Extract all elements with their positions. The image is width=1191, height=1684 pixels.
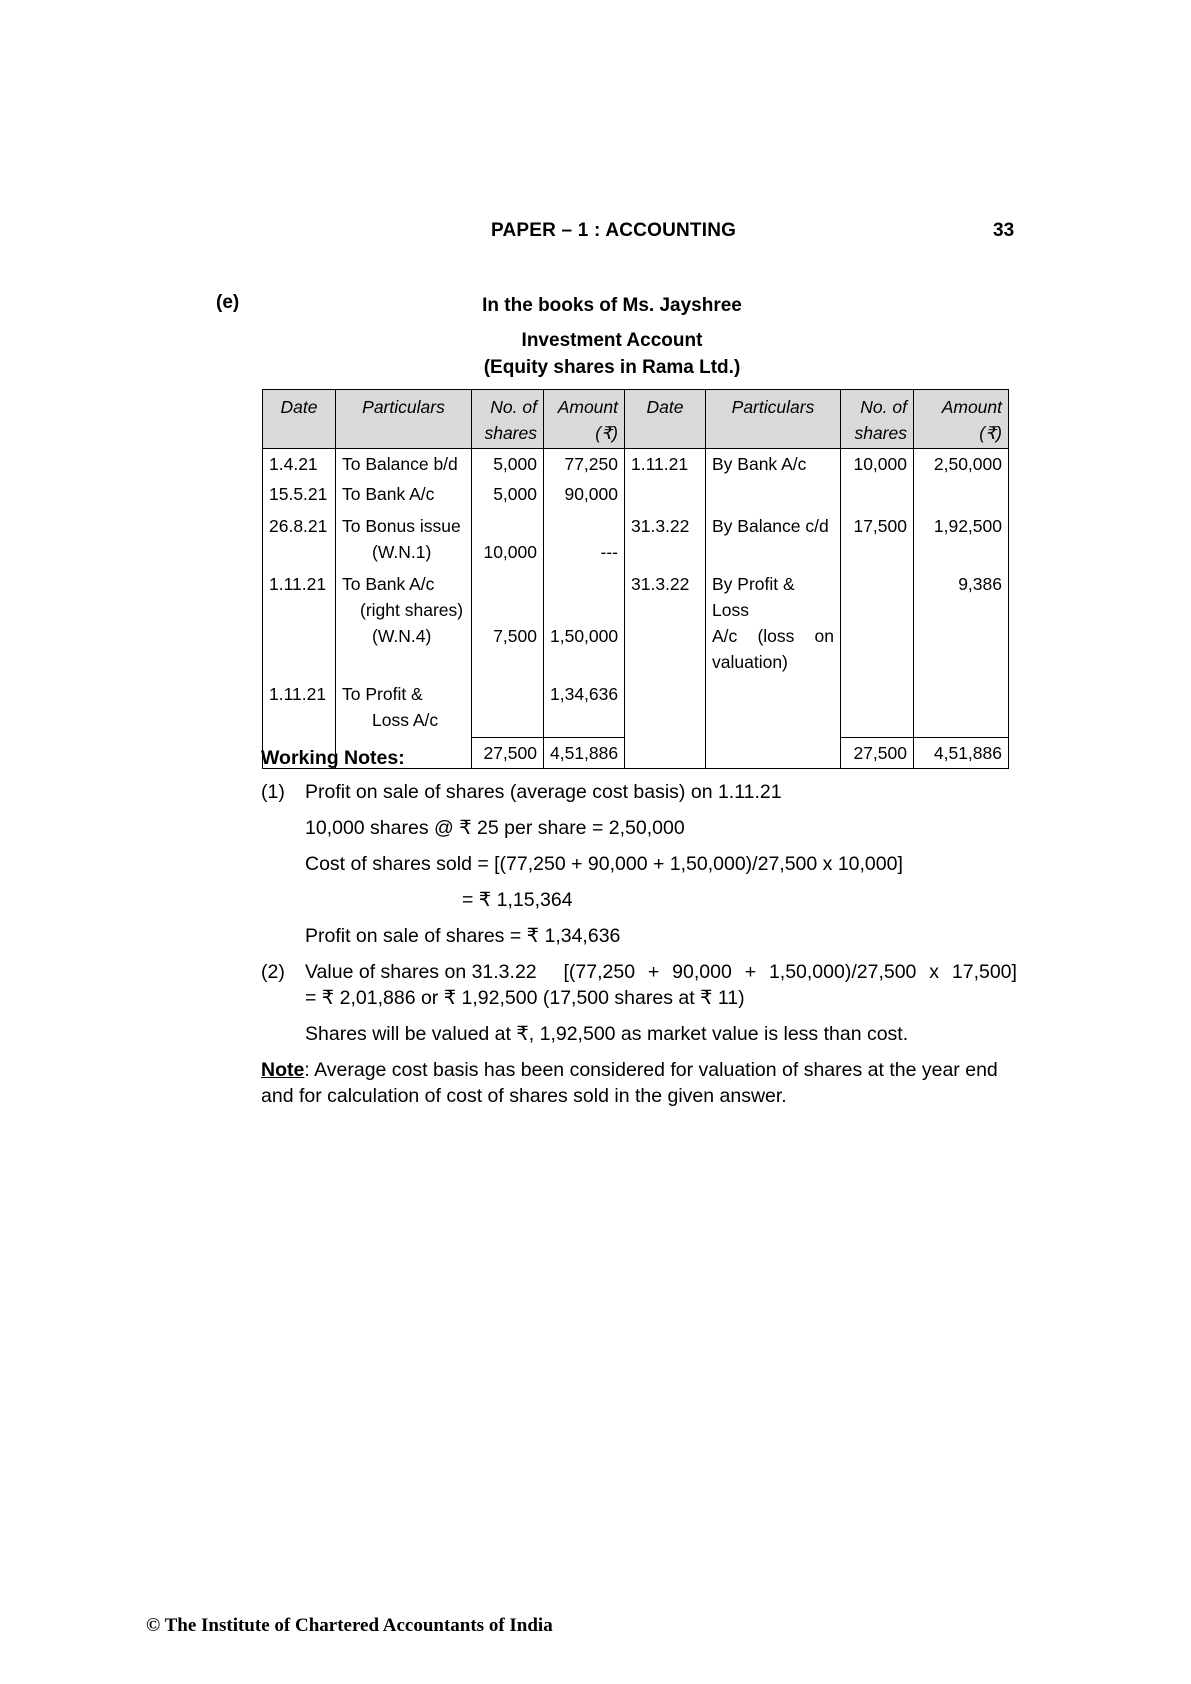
- header-date-cr: Date: [625, 390, 706, 449]
- total-amount-dr: 4,51,886: [544, 737, 625, 768]
- header-shares-dr: No. of shares: [472, 390, 544, 449]
- page-title: PAPER – 1 : ACCOUNTING: [491, 220, 737, 241]
- part-label: (e): [216, 292, 240, 313]
- table-row: 1.11.21 To Bank A/c (right shares) (W.N.4) 7,500 1,50,000 31.3.22 By Profit & Loss A/c (loss on valuation) 9,386: [263, 567, 1009, 677]
- note-paragraph: Note: Average cost basis has been considered for valuation of shares at the year end and for calculation of cost of shares sold in the given answer.: [261, 1059, 998, 1107]
- page-number: 33: [993, 220, 1015, 241]
- account-title: Investment Account: [521, 330, 703, 351]
- header-amount-dr: Amount (₹): [544, 390, 625, 449]
- header-amount-cr: Amount (₹): [914, 390, 1009, 449]
- total-amount-cr: 4,51,886: [914, 737, 1009, 768]
- working-note-1: (1) Profit on sale of shares (average cost basis) on 1.11.21 10,000 shares @ ₹ 25 per share = 2,50,000 Cost of shares sold = [(77,250 + 90,000 + 1,50,000)/27,500 x 10,000] = ₹ 1,15,364 Profit on sale of shares = ₹ 1,34,636: [261, 781, 903, 947]
- account-titles: [262, 292, 962, 381]
- working-notes-heading: Working Notes:: [261, 747, 405, 769]
- header-date-dr: Date: [263, 390, 336, 449]
- table-header-row: [263, 390, 1009, 449]
- working-notes: [261, 745, 1017, 1109]
- account-subtitle: (Equity shares in Rama Ltd.): [483, 357, 741, 378]
- total-shares-dr: 27,500: [472, 737, 544, 768]
- working-note-2: (2) Value of shares on 31.3.22 [(77,250 + 90,000 + 1,50,000)/27,500 x 17,500] = ₹ 2,01,886 or ₹ 1,92,500 (17,500 shares at ₹ 11) Shares will be valued at ₹, 1,92,500 as market value is less than cost.: [261, 961, 1017, 1045]
- total-shares-cr: 27,500: [841, 737, 914, 768]
- header-particulars-cr: Particulars: [706, 390, 841, 449]
- investment-account-table: [262, 389, 1009, 769]
- header-particulars-dr: Particulars: [336, 390, 472, 449]
- page-header: [0, 220, 1191, 250]
- table-row: 1.11.21 To Profit & Loss A/c 1,34,636: [263, 677, 1009, 737]
- table-row: 1.4.21 To Balance b/d 5,000 77,250 1.11.21 By Bank A/c 10,000 2,50,000: [263, 449, 1009, 480]
- table-row: 15.5.21 To Bank A/c 5,000 90,000: [263, 479, 1009, 509]
- books-title: In the books of Ms. Jayshree: [482, 295, 742, 316]
- table-row: 26.8.21 To Bonus issue (W.N.1) 10,000 --- 31.3.22 By Balance c/d 17,500 1,92,500: [263, 509, 1009, 567]
- footer-copyright: © The Institute of Chartered Accountants of India: [146, 1615, 553, 1636]
- header-shares-cr: No. of shares: [841, 390, 914, 449]
